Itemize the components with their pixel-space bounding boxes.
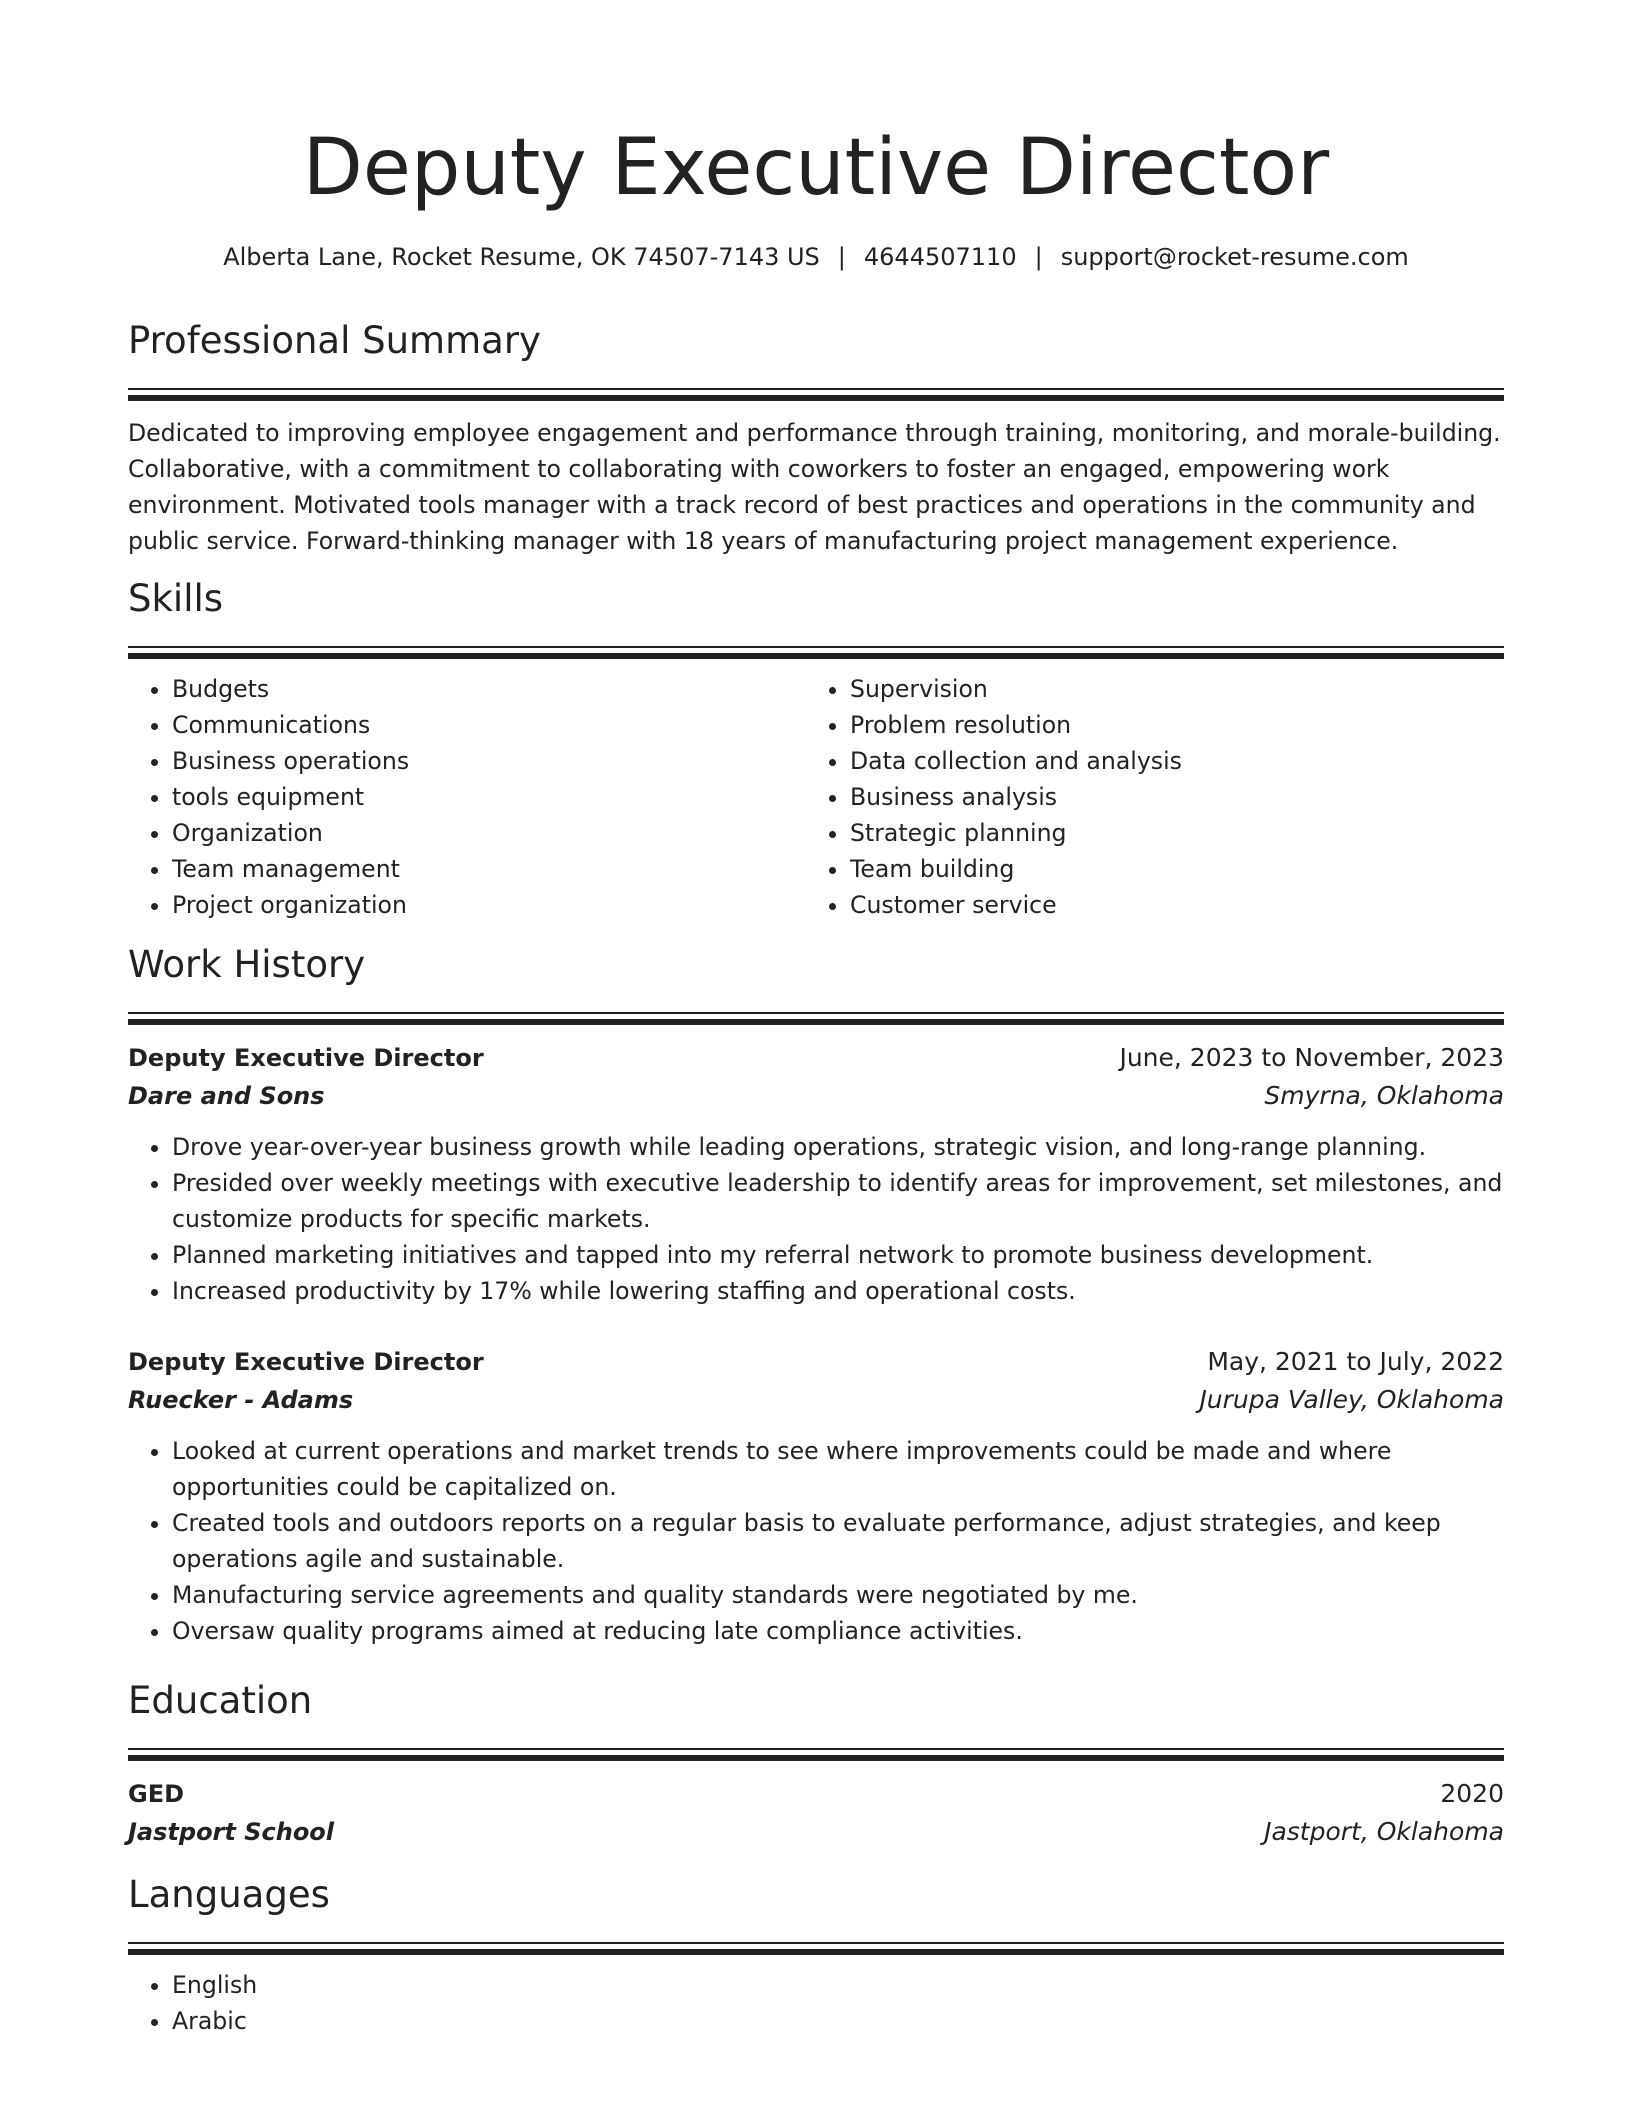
- section-rule: [128, 1019, 1504, 1025]
- job-bullet: • Looked at current operations and market trends to see where improvements could be made and where opportunities could be capitalized on.: [172, 1433, 1504, 1505]
- section-rule: [128, 653, 1504, 659]
- section-title-work: Work History: [128, 943, 366, 986]
- job-bullet: • Presided over weekly meetings with executive leadership to identify areas for improvement, set milestones, and customize products for specific markets.: [172, 1165, 1504, 1237]
- section-rule: [128, 1012, 1504, 1014]
- job-title: Deputy Executive Director: [128, 1348, 484, 1376]
- section-title-skills: Skills: [128, 577, 224, 620]
- job-bullet: • Oversaw quality programs aimed at reducing late compliance activities.: [172, 1613, 1504, 1649]
- skills-list: [128, 671, 1504, 923]
- job-location: Jurupa Valley, Oklahoma: [1199, 1385, 1504, 1414]
- skill-item: • Supervision: [850, 671, 1484, 707]
- skills-column-left: [128, 671, 806, 923]
- skill-item: • Team building: [850, 851, 1484, 887]
- resume-name: Deputy Executive Director: [302, 123, 1330, 213]
- skill-item: • Strategic planning: [850, 815, 1484, 851]
- language-item: • Arabic: [172, 2003, 1504, 2039]
- skill-item: • Business operations: [172, 743, 806, 779]
- graduation-year: 2020: [1440, 1779, 1504, 1808]
- company-name: Dare and Sons: [128, 1082, 325, 1110]
- section-rule: [128, 1949, 1504, 1955]
- skill-item: • Budgets: [172, 671, 806, 707]
- job-bullets: [128, 1129, 1504, 1309]
- section-rule: [128, 646, 1504, 648]
- skill-item: • Customer service: [850, 887, 1484, 923]
- skill-item: • Project organization: [172, 887, 806, 923]
- separator: |: [1034, 243, 1043, 271]
- work-section: [128, 940, 1504, 1649]
- job-title: Deputy Executive Director: [128, 1044, 484, 1072]
- phone: 4644507110: [863, 243, 1017, 271]
- school-location: Jastport, Oklahoma: [1264, 1817, 1504, 1846]
- section-title-summary: Professional Summary: [128, 319, 541, 362]
- email: support@rocket-resume.com: [1060, 243, 1409, 271]
- section-title-education: Education: [128, 1679, 313, 1722]
- section-rule: [128, 1748, 1504, 1750]
- skill-item: • Organization: [172, 815, 806, 851]
- section-rule: [128, 1942, 1504, 1944]
- separator: |: [837, 243, 846, 271]
- section-rule: [128, 395, 1504, 401]
- school-name: Jastport School: [128, 1818, 335, 1846]
- job-bullet: • Manufacturing service agreements and quality standards were negotiated by me.: [172, 1577, 1504, 1613]
- company-name: Ruecker - Adams: [128, 1386, 354, 1414]
- job-bullet: • Drove year-over-year business growth while leading operations, strategic vision, and long-range planning.: [172, 1129, 1504, 1165]
- job-bullet: • Increased productivity by 17% while lowering staffing and operational costs.: [172, 1273, 1504, 1309]
- job-dates: June, 2023 to November, 2023: [1119, 1043, 1504, 1072]
- skills-section: [128, 574, 1504, 923]
- job-bullets: [128, 1433, 1504, 1649]
- job-entry: [128, 1343, 1504, 1649]
- skill-item: • Communications: [172, 707, 806, 743]
- job-location: Smyrna, Oklahoma: [1264, 1081, 1504, 1110]
- section-rule: [128, 388, 1504, 390]
- job-bullet: • Planned marketing initiatives and tapped into my referral network to promote business development.: [172, 1237, 1504, 1273]
- address: Alberta Lane, Rocket Resume, OK 74507-7143 US: [223, 243, 820, 271]
- contact-line: [128, 240, 1504, 274]
- job-entry: [128, 1039, 1504, 1309]
- section-title-languages: Languages: [128, 1873, 330, 1916]
- skills-column-right: [806, 671, 1484, 923]
- skill-item: • Business analysis: [850, 779, 1484, 815]
- section-rule: [128, 1755, 1504, 1761]
- summary-section: [128, 316, 1504, 559]
- education-entry: [128, 1775, 1504, 1851]
- languages-section: [128, 1870, 1504, 2039]
- degree: GED: [128, 1780, 185, 1808]
- languages-list: [128, 1967, 1504, 2039]
- language-item: • English: [172, 1967, 1504, 2003]
- education-section: [128, 1676, 1504, 1851]
- skill-item: • Data collection and analysis: [850, 743, 1484, 779]
- skill-item: • Team management: [172, 851, 806, 887]
- summary-text: Dedicated to improving employee engagement and performance through training, monitoring, and morale-building. Collaborative, with a commitment to collaborating with coworkers to foster an engaged, empowering work environment. Motivated tools manager with a track record of best practices and operations in the community and public service. Forward-thinking manager with 18 years of manufacturing project management experience.: [128, 419, 1501, 555]
- job-bullet: • Created tools and outdoors reports on a regular basis to evaluate performance, adjust strategies, and keep operations agile and sustainable.: [172, 1505, 1504, 1577]
- skill-item: • tools equipment: [172, 779, 806, 815]
- job-dates: May, 2021 to July, 2022: [1207, 1347, 1504, 1376]
- skill-item: • Problem resolution: [850, 707, 1484, 743]
